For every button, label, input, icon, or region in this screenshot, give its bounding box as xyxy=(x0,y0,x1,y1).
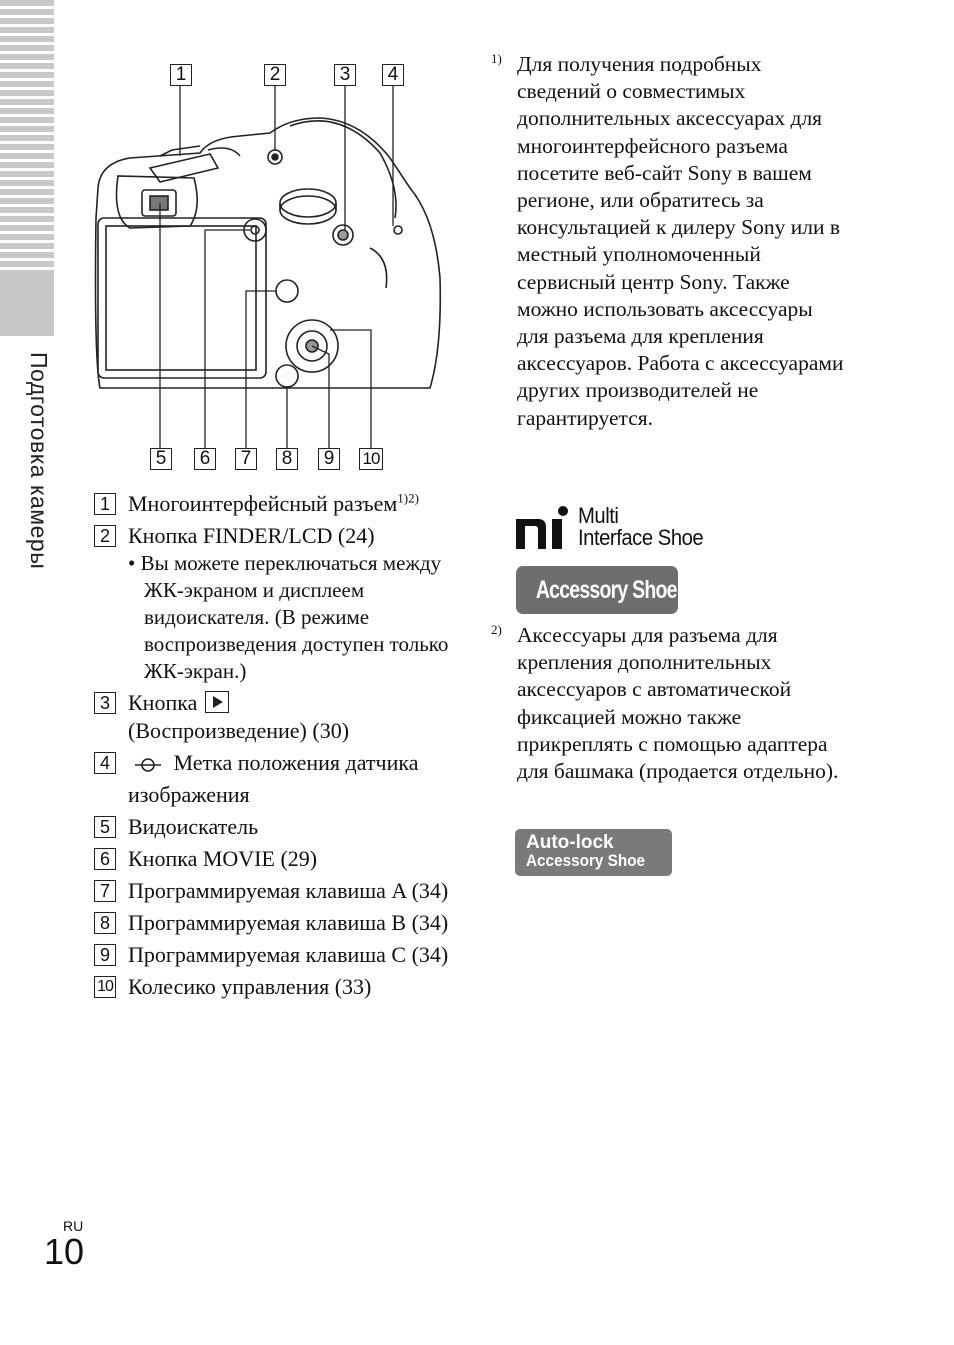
item-text: Метка положения датчика изображения xyxy=(128,750,419,807)
item-number: 2 xyxy=(94,525,116,547)
item-number: 5 xyxy=(94,816,116,838)
item-number: 1 xyxy=(94,493,116,515)
camera-illustration xyxy=(90,58,450,478)
callout-8: 8 xyxy=(276,448,298,470)
callout-1: 1 xyxy=(170,64,192,86)
mi-logo-text xyxy=(578,505,703,549)
item-text: Программируемая клавиша A (34) xyxy=(128,878,449,903)
mi-logo-line2: Interface Shoe xyxy=(578,525,704,550)
callout-3: 3 xyxy=(334,64,356,86)
item-text: Программируемая клавиша B (34) xyxy=(128,910,449,935)
side-tab-block xyxy=(0,272,54,336)
list-item xyxy=(94,689,454,745)
page-number: 10 xyxy=(44,1231,85,1272)
sensor-plane-icon xyxy=(128,753,168,781)
page-language: RU xyxy=(63,1218,84,1234)
list-item xyxy=(94,941,454,969)
auto-lock-accessory-shoe-logo xyxy=(515,829,672,876)
side-tab-label: Подготовка камеры xyxy=(26,352,52,570)
auto-lock-line2: Accessory Shoe xyxy=(526,851,646,870)
item-number: 9 xyxy=(94,944,116,966)
mi-logo-line1: Multi xyxy=(578,503,619,528)
side-tab-stripes xyxy=(0,0,54,272)
item-text: Кнопка xyxy=(128,690,198,715)
item-text: Многоинтерфейсный разъем xyxy=(128,491,398,516)
footnote-text: Аксессуары для разъема для крепления дополнительных аксессуаров с автоматической фиксацией можно также прикреплять с помощью адаптера для башмака (продается отдельно). xyxy=(517,623,839,784)
list-item xyxy=(94,749,454,809)
footnote-1 xyxy=(491,51,847,432)
item-text-cont: (Воспроизведение) (30) xyxy=(128,718,350,743)
item-bullet-note: • Вы можете переключаться между ЖК-экраном и дисплеем видоискателя. (В режиме воспроизведения доступен только ЖК-экран.) xyxy=(128,551,449,683)
item-text: Кнопка FINDER/LCD (24) xyxy=(128,523,375,548)
footnote-mark: 1) xyxy=(491,51,502,66)
list-item xyxy=(94,490,454,518)
callout-6: 6 xyxy=(194,448,216,470)
callout-4: 4 xyxy=(382,64,404,86)
list-item xyxy=(94,522,454,685)
list-item xyxy=(94,813,454,841)
item-number: 4 xyxy=(94,752,116,774)
parts-list xyxy=(94,490,454,1005)
callout-9: 9 xyxy=(318,448,340,470)
item-number: 10 xyxy=(94,976,116,998)
camera-rear-figure xyxy=(90,58,450,478)
item-number: 6 xyxy=(94,848,116,870)
item-footnote-ref: 1)2) xyxy=(397,490,419,506)
play-icon xyxy=(205,691,229,713)
item-text: Колесико управления (33) xyxy=(128,974,372,999)
footnote-text: Для получения подробных сведений о совместимых дополнительных аксессуарах для многоинтерфейсного разъема посетите веб-сайт Sony в вашем регионе, или обратитесь за консультацией к дилеру Sony или в местный уполномоченный сервисный центр Sony. Также можно использовать аксессуары для разъема для крепления аксессуаров. Работа с аксессуарами других производителей не гарантируется. xyxy=(517,52,844,430)
auto-lock-line1: Auto-lock xyxy=(526,832,614,853)
list-item xyxy=(94,973,454,1001)
list-item xyxy=(94,909,454,937)
callout-5: 5 xyxy=(150,448,172,470)
list-item xyxy=(94,877,454,905)
footnote-2 xyxy=(491,622,847,785)
accessory-shoe-text: Accessory Shoe xyxy=(535,576,677,604)
item-number: 8 xyxy=(94,912,116,934)
item-number: 7 xyxy=(94,880,116,902)
callout-2: 2 xyxy=(264,64,286,86)
item-text: Программируемая клавиша C (34) xyxy=(128,942,449,967)
mi-logo-mark xyxy=(516,505,574,551)
footnote-mark: 2) xyxy=(491,622,502,637)
item-text: Видоискатель xyxy=(128,814,259,839)
list-item xyxy=(94,845,454,873)
item-number: 3 xyxy=(94,692,116,714)
callout-7: 7 xyxy=(235,448,257,470)
item-text: Кнопка MOVIE (29) xyxy=(128,846,318,871)
multi-interface-shoe-logo xyxy=(516,505,721,555)
accessory-shoe-logo xyxy=(516,566,678,614)
callout-10: 10 xyxy=(359,448,383,470)
